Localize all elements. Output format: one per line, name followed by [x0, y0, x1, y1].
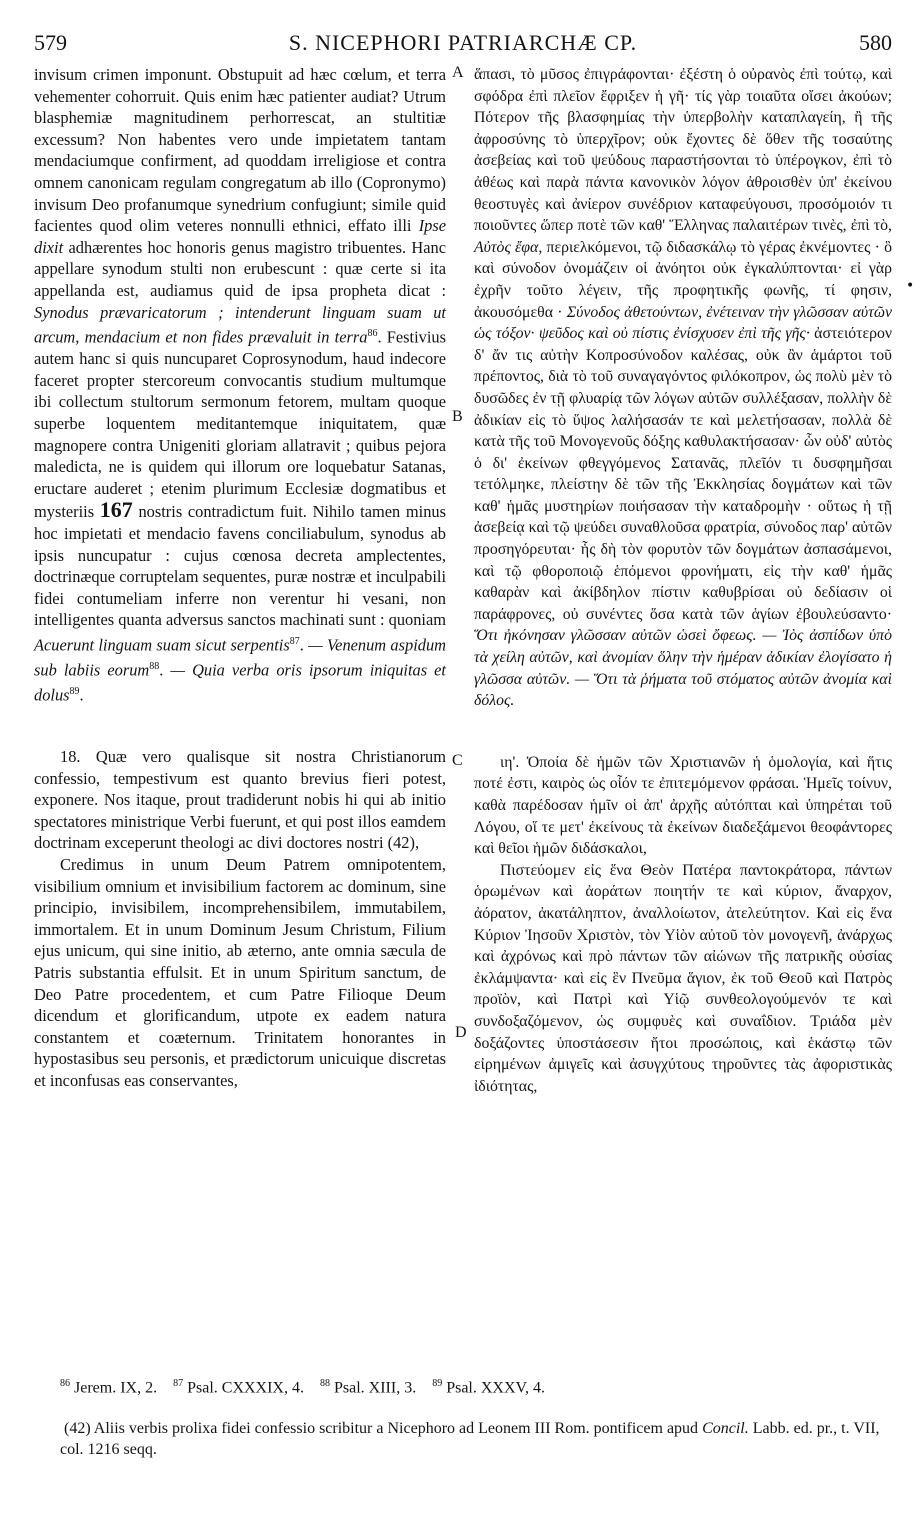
footnote-num-89: 89	[432, 1378, 443, 1389]
footnote-ref-87: 87	[289, 635, 300, 647]
footnote-num-87: 87	[173, 1378, 184, 1389]
latin-p1-text-d: nostris contradictum fuit. Nihilo tamen minus hoc impietati et mendacio favens conciliabulum, synodus ab ipsis nuncupatur : cujus cœnosa decreta amplectentes, doctrinæque corruptelam sequentes, puræ nostræ et inculpabili fidei contumeliam inferre non verentur hi vesani, non intelligentes quanta adversus sanctos machinati sunt : quoniam	[34, 502, 446, 630]
greek-column	[474, 64, 892, 1097]
latin-p1-quote-4: — Quia verba oris ipsorum iniquitas et dolus	[34, 660, 446, 705]
latin-p1-quote-2: Acuerunt linguam suam sicut serpentis	[34, 635, 290, 655]
greek-p1-quote-2: Ὅτι ἠκόνησαν γλῶσσαν αὐτῶν ὡσεὶ ὄφεως. — Ἰὸς ἀσπίδων ὑπὸ τὰ χείλη αὐτῶν, καὶ ἀνομίαν ὅλην τὴν ἡμέραν ἀδικίαν ἐλογίσατο ἡ γλῶσσα αὐτῶν. — Ὅτι τὰ ῥήματα τοῦ στόματος αὐτῶν ἀνομία καὶ δόλος.	[474, 627, 892, 710]
greek-p1-text-b: , περιελκόμενοι, τῷ διδασκάλῳ τὸ γέρας ἐκνέμοντες · ὃ καὶ σύνοδον ὀνομάζειν οἱ ἀνόητοι οὐκ ἐγκαλύπτονται· εἰ γὰρ ἐχρῆν τοῦτο λέγειν, τῆς προφητικῆς φωνῆς, τί φησιν, ἀκουσόμεθα ·	[474, 238, 892, 321]
paragraph-gap	[474, 712, 892, 752]
latin-p1-quote: Synodus prævaricatorum ; intenderunt linguam suam ut arcum, mendacium et non fides prævaluit in terra	[34, 302, 446, 347]
latin-paragraph-2: 18. Quæ vero qualisque sit nostra Christianorum confessio, tempestivum est quanto brevius fieri potest, exponere. Nos itaque, prout tradiderunt nobis hi qui ab initio spectatores ministrique Verbi fuerunt, et qui post illos eamdem doctrinam exceperunt theologi ac divi doctores nostri (42),	[34, 747, 446, 853]
greek-p1-text: ἅπασι, τὸ μῦσος ἐπιγράφονται· ἐξέστη ὁ οὐρανὸς ἐπὶ τούτῳ, καὶ σφόδρα ἐπὶ πλεῖον ἔφριξεν ἡ γῆ· τίς γὰρ τοιαῦτα οἴσει ἀκούων; Πότερον τῆς βλασφημίας τὴν ὑπερβολὴν καταπλαγείη, ἢ τῆς ἀφροσύνης τὸ ὑπερχῖρον; οὐκ ἔχοντες δὲ ὅθεν τῆς τοσαύτης ἀσεβείας καὶ τοῦ ψεύδους παραστήσονται τὸ ὑπέρογκον, ἐπὶ τὸ ἀθέως καὶ παρὰ πάντα κανονικὸν λόγον ἀθροισθὲν ὑπ' ἐκείνου θεοστυγὲς καὶ ἀνίερον συνέδριον καταφεύγουσι, προσόμοιόν τι ποιοῦντες ὥπερ ποτὲ τῶν καθ' Ἕλληνας παλαιτέρων τινὲς, ἐπὶ τὸ,	[474, 66, 892, 235]
page-number-left: 579	[34, 30, 67, 55]
note-42-italic: Concil.	[702, 1420, 749, 1437]
page-header	[34, 30, 892, 64]
note-42-text: (42) Aliis verbis prolixa fidei confessio scribitur a Nicephoro ad Leonem III Rom. pontificem apud	[64, 1420, 699, 1437]
note-42	[60, 1418, 906, 1460]
footnote-num-86: 86	[60, 1378, 70, 1389]
latin-paragraph-3: Credimus in unum Deum Patrem omnipotentem, visibilium omnium et invisibilium factorem ac dominum, sine principio, invisibilem, incomprehensibilem, immutabilem, immortalem. Et in unum Dominum Jesum Christum, Filium ejus unicum, qui sine initio, ab æterno, ante omnia sæcula de Patris substantia effulsit. Et in unum Spiritum sanctum, de Deo Patre procedentem, et cum Patre Filioque Deum dicendum et glorificandum, utpote ex eadem natura constantem et coæternum. Trinitatem honorantes in hypostasibus seu personis, et prædictorum unicuique discretas et inconfusas eas conservantes,	[34, 855, 446, 1090]
footnotes	[60, 1378, 900, 1397]
latin-column	[34, 64, 446, 1092]
footnote-86: Jerem. IX, 2.	[74, 1379, 158, 1397]
note-42-text-b: Labb. ed. pr., t. VII, col. 1216 seqq.	[60, 1420, 880, 1458]
greek-paragraph-1	[474, 64, 892, 712]
margin-marker-c: C	[452, 752, 463, 769]
latin-paragraph-1: invisum crimen imponunt. Obstupuit ad hæc cœlum, et terra vehementer cohorruit. Quis enim hæc patienter audiat? Utrum blasphemiæ magnitudinem perhorrescat, an stultitiæ excessum? Non habentes vero unde impietatem tantam mendaciumque confirment, ad quoddam irreligiose et contra omnem canonicam regulam congregatum ab illo (Copronymo) invisum Deo profanumque synedrium confugiunt; simile quid facientes quod olim veteres nonnulli ethnici, effato illi Ipse dixit adhærentes hoc honoris genus magistro tribuentes. Hanc appellare synodum stulti non erubescunt : quæ certe si ita appellanda est, audiamus quid de ipsa propheta dicat : Synodus prævaricatorum ; intenderunt linguam suam ut arcum, mendacium et non fides prævaluit in terra$^{86}$. Festivius autem hanc si quis nuncuparet Coprosynodum, haud indecore faceret propter stercoreum convocantis studium multumque ibi collectum stultorum sermonum fetorem, multam quoque superbe loquentem meditantemque iniquitatem, quæ magnopere contra Unigeniti gloriam allatravit ; quibus pejora maledicta, ne is quidem qui illorum ore loquebatur Satanas, eructare auderet ; etenim plurimum Ecclesiæ dogmatibus et mysteriis 167 nostris contradictum fuit. Nihilo tamen minus hoc impietati et mendacio favens conciliabulum, synodus ab ipsis nuncupatur : cujus cœnosa decreta amplectentes, doctrinæque corruptelam sequentes, puræ nostræ et inculpabili fidei contumeliam inferre non verentur hi vesani, non intelligentes quanta adversus sanctos machinati sunt : quoniam Acuerunt linguam suam sicut serpentis$^{87}$. — Venenum aspidum sub labiis eorum$^{88}$. — Quia verba oris ipsorum iniquitas et dolus$^{89}$.	[34, 65, 446, 705]
footnote-ref-88: 88	[149, 660, 160, 672]
footnote-ref-89: 89	[69, 686, 80, 698]
footnote-87: Psal. CXXXIX, 4.	[187, 1379, 304, 1397]
running-title: S. NICEPHORI PATRIARCHÆ CP.	[288, 30, 638, 55]
margin-dot: •	[906, 278, 915, 294]
greek-p1-text-c: ἀστειότερον δ' ἄν τις αὐτὴν Κοπροσύνοδον καλέσας, οὐκ ἂν ἁμάρτοι τοῦ πρέποντος, διὰ τὸ τοῦ συναγαγόντος φιλόκοπρον, ὡς πολὺ μὲν τὸ δυσῶδες ἐν τῇ φλυαρίᾳ τῶν λόγων αὐτῶν συλλέξασαν, πολλὴν δὲ ἀδικίαν εἰς τὸ ὕψος λαλήσασάν τε καὶ μελετήσασαν, πολλὰ δὲ κατὰ τῆς τοῦ Μονογενοῦς δόξης καθυλακτήσασαν· ὧν οὐδ' αὐτὸς ὁ δι' ἐκείνων φθεγγόμενος Σατανᾶς, πλεῖόν τι δυσφημῆσαι τετόλμηκε, πλείστην δὲ τῶν τῆς Ἐκκλησίας δογμάτων καὶ τῶν καθ' ἡμᾶς μυστηρίων ποιήσασαν τὴν καταδρομὴν · οὕτως ἡ τῇ ἀσεβείᾳ καὶ τῷ ψεύδει συναθλοῦσα φρατρία, σύνοδος παρ' αὐτῶν προσηγόρευται· ἧς δὴ τὸν φορυτὸν τῶν δογμάτων ἀσπασάμενοι, καὶ τῷ φθοροποιῷ ἑπόμενοι φρονήματι, εἰς τὴν καθ' ἡμᾶς καθαρὰν καὶ ἀκίβδηλον πίστιν καθυβρίσαι οὐ δεδίασιν οἱ παράφρονες, οὐ συνέντες ὅσα κατὰ τῶν ἁγίων ἐβουλεύσαντο·	[474, 325, 892, 623]
paragraph-gap	[34, 706, 446, 746]
column-number: 167	[99, 497, 133, 523]
latin-p1-italic: Ipse dixit	[34, 216, 446, 257]
greek-p1-quote: Σύνοδος ἀθετούντων, ἐνέτειναν τὴν γλῶσσαν αὐτῶν ὡς τόξον· ψεῦδος καὶ οὐ πίστις ἐνίσχυσεν ἐπὶ τῆς γῆς·	[474, 303, 892, 343]
latin-p1-text-c: . Festivius autem hanc si quis nuncuparet Coprosynodum, haud indecore faceret propter stercoreum convocantis studium multumque ibi collectum stultorum sermonum fetorem, multam quoque superbe loquentem meditantemque iniquitatem, quæ magnopere contra Unigeniti gloriam allatravit ; quibus pejora maledicta, ne is quidem qui illorum ore loquebatur Satanas, eructare auderet ; etenim plurimum Ecclesiæ dogmatibus et mysteriis	[34, 327, 446, 522]
margin-marker-b: B	[452, 408, 463, 425]
latin-p1-quote-3: — Venenum aspidum sub labiis eorum	[34, 635, 446, 680]
greek-p1-italic: Αὐτὸς ἔφα	[474, 238, 539, 256]
latin-p1-text-b: adhærentes hoc honoris genus magistro tribuentes. Hanc appellare synodum stulti non erubescunt : quæ certe si ita appellanda est, audiamus quid de ipsa propheta dicat :	[34, 237, 446, 300]
latin-p1-text: invisum crimen imponunt. Obstupuit ad hæc cœlum, et terra vehementer cohorruit. Quis enim hæc patienter audiat? Utrum blasphemiæ magnitudinem perhorrescat, an stultitiæ excessum? Non habentes vero unde impietatem tantam mendaciumque confirment, ad quoddam irreligiose et contra omnem canonicam regulam congregatum ab illo (Copronymo) invisum Deo profanumque synedrium confugiunt; simile quid facientes quod olim veteres nonnulli ethnici, effato illi	[34, 65, 446, 236]
greek-paragraph-3: Πιστεύομεν εἰς ἕνα Θεὸν Πατέρα παντοκράτορα, πάντων ὁρωμένων καὶ ἀοράτων ποιητήν τε καὶ κύριον, ἄναρχον, ἀόρατον, ἀκατάληπτον, ἀναλλοίωτον, ἀτελεύτητον. Καὶ εἰς ἕνα Κύριον Ἰησοῦν Χριστὸν, τὸν Υἱὸν αὐτοῦ τὸν μονογενῆ, ἀνάρχως καὶ ἀχρόνως καὶ πρὸ πάντων τῶν αἰώνων τῆς πατρικῆς οὐσίας ἐκλάμψαντα· καὶ εἰς ἓν Πνεῦμα ἅγιον, ἐκ τοῦ Θεοῦ καὶ Πατρὸς προϊὸν, καὶ Πατρὶ καὶ Υἱῷ συνθεολογούμενόν τε καὶ συνδοξαζόμενον, ὡς συμφυὲς καὶ συναΐδιον. Τριάδα μὲν δοξάζοντες ὑποστάσεσιν ἤτοι προσώποις, καὶ ἑκάστῳ τῶν εἰρημένων ἀμιγεῖς καὶ ἀσυγχύτους τηροῦντες τὰς ἀφοριστικὰς ἰδιότητας,	[474, 861, 892, 1095]
greek-paragraph-2: ιη'. Ὁποία δὲ ἡμῶν τῶν Χριστιανῶν ἡ ὁμολογία, καὶ ἥτις ποτέ ἐστι, καιρὸς ὡς οἷόν τε ἐπιτεμόμενον φράσαι. Ἡμεῖς τοίνυν, καθὰ παρέδοσαν ἡμῖν οἱ ἀπ' ἀρχῆς αὐτόπται καὶ ὑπηρέται τοῦ Λόγου, οἵ τε μετ' ἐκείνους τὰ ἐκείνων διαδεξάμενοι θεοφάντορες καὶ θεῖοι ἡμῶν διδάσκαλοι,	[474, 753, 892, 858]
page-number-right: 580	[859, 30, 892, 55]
editor-notes	[60, 1418, 906, 1460]
footnote-ref-86: 86	[367, 328, 378, 340]
footnote-88: Psal. XIII, 3.	[333, 1379, 417, 1397]
footnote-89: Psal. XXXV, 4.	[446, 1379, 546, 1397]
margin-marker-d: D	[455, 1024, 467, 1041]
footnote-num-88: 88	[319, 1378, 330, 1389]
margin-marker-a: A	[452, 64, 464, 81]
